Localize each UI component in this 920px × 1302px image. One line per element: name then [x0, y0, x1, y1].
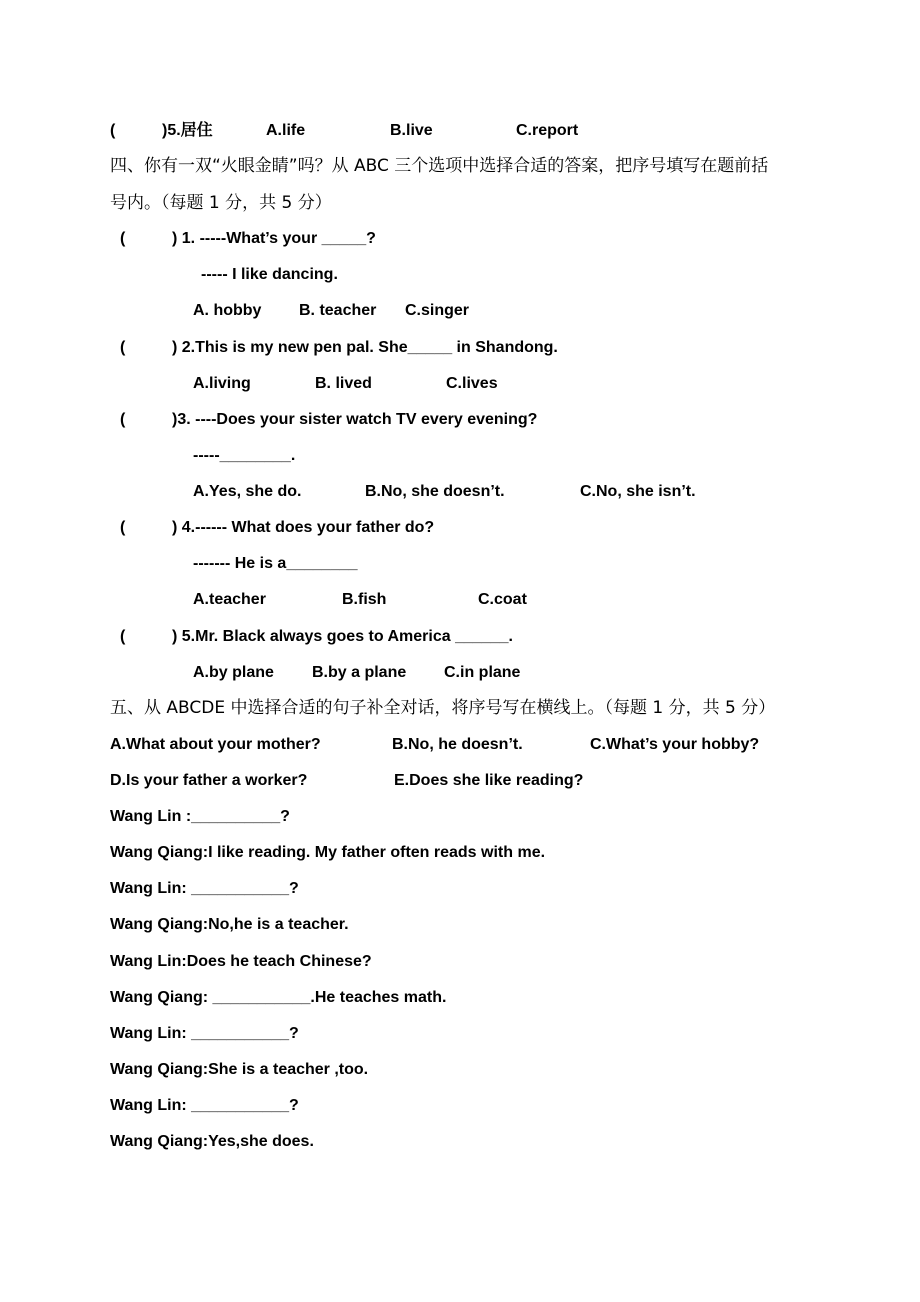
answer-paren: (: [110, 122, 116, 139]
question-1-stem: ) 1. -----What’s your _____?: [172, 230, 376, 247]
dialogue-line-8: Wang Qiang:She is a teacher ,too.: [110, 1061, 369, 1078]
option-c: C.No, she isn’t.: [580, 483, 696, 500]
dialogue-line-3: Wang Lin: ___________?: [110, 880, 299, 897]
question-4-reply: ------- He is a________: [193, 555, 358, 572]
dialogue-line-4: Wang Qiang:No,he is a teacher.: [110, 916, 349, 933]
question-2-stem: ) 2.This is my new pen pal. She_____ in Shandong.: [172, 339, 558, 356]
option-a: A.living: [193, 375, 251, 392]
option-b: B. lived: [315, 375, 372, 392]
answer-paren: (: [120, 628, 126, 645]
dialogue-line-7: Wang Lin: ___________?: [110, 1025, 299, 1042]
question-3-reply: -----________.: [193, 447, 296, 464]
dialogue-line-6: Wang Qiang: ___________.He teaches math.: [110, 989, 447, 1006]
section4-heading-cont: 号内。（每题 1 分，共 5 分）: [110, 193, 332, 213]
choice-a: A.What about your mother?: [110, 736, 321, 753]
choice-b: B.No, he doesn’t.: [392, 736, 523, 753]
option-a: A.life: [266, 122, 306, 139]
answer-paren: (: [120, 230, 126, 247]
option-a: A.teacher: [193, 591, 266, 608]
answer-paren: (: [120, 411, 126, 428]
option-c: C.lives: [446, 375, 498, 392]
question-1-reply: ----- I like dancing.: [201, 266, 338, 283]
section4-heading: 四、你有一双“火眼金睛”吗？从 ABC 三个选项中选择合适的答案，把序号填写在题前括: [110, 156, 769, 176]
option-b: B.by a plane: [312, 664, 407, 681]
question-4-stem: ) 4.------ What does your father do?: [172, 519, 435, 536]
dialogue-line-1: Wang Lin :__________?: [110, 808, 290, 825]
choice-c: C.What’s your hobby?: [590, 736, 760, 753]
choice-e: E.Does she like reading?: [394, 772, 584, 789]
dialogue-line-2: Wang Qiang:I like reading. My father often reads with me.: [110, 844, 546, 861]
choice-d: D.Is your father a worker?: [110, 772, 308, 789]
option-c: C.in plane: [444, 664, 521, 681]
dialogue-line-10: Wang Qiang:Yes,she does.: [110, 1133, 314, 1150]
dialogue-line-5: Wang Lin:Does he teach Chinese?: [110, 953, 372, 970]
option-a: A. hobby: [193, 302, 262, 319]
option-a: A.Yes, she do.: [193, 483, 302, 500]
option-c: C.report: [516, 122, 579, 139]
question-5-stem: ) 5.Mr. Black always goes to America ______.: [172, 628, 513, 645]
option-c: C.singer: [405, 302, 470, 319]
option-a: A.by plane: [193, 664, 274, 681]
section5-heading: 五、从 ABCDE 中选择合适的句子补全对话，将序号写在横线上。（每题 1 分，共 5 分）: [110, 698, 776, 718]
answer-paren: (: [120, 519, 126, 536]
option-b: B. teacher: [299, 302, 377, 319]
dialogue-line-9: Wang Lin: ___________?: [110, 1097, 299, 1114]
option-c: C.coat: [478, 591, 527, 608]
option-b: B.fish: [342, 591, 387, 608]
question-5-stem: )5.居住: [162, 122, 213, 139]
answer-paren: (: [120, 339, 126, 356]
question-3-stem: )3. ----Does your sister watch TV every evening?: [172, 411, 538, 428]
option-b: B.live: [390, 122, 433, 139]
option-b: B.No, she doesn’t.: [365, 483, 505, 500]
